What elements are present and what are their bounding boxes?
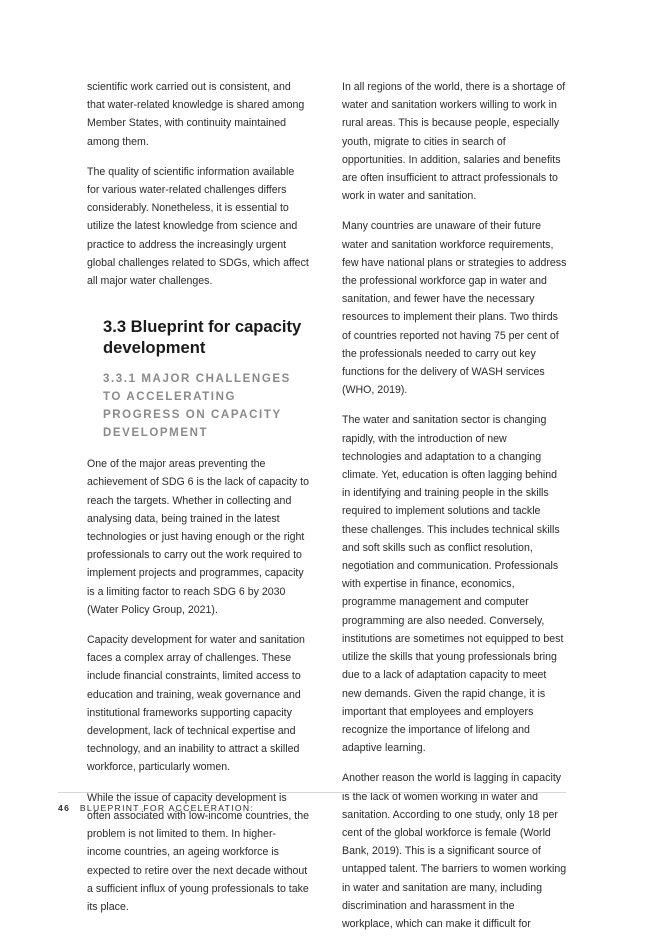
paragraph: scientific work carried out is consistent, and that water-related knowledge is shared among Member States, with continuity maintained among them. [87, 81, 305, 148]
paragraph: Capacity development for water and sanitation faces a complex array of challenges. These include financial constraints, limited access to education and training, weak governance and institutional frameworks supporting capacity development, lack of technical expertise and technology, and an inability to attract a skilled workforce, particularly women. [87, 634, 305, 774]
paragraph: One of the major areas preventing the achievement of SDG 6 is the lack of capacity to reach the targets. Whether in collecting and analysing data, being trained in the latest technologies or just having enough or the right professionals to carry out the work required to implement projects and programmes, capacity is a limiting factor to reach SDG 6 by 2030 (Water Policy Group, 2021). [87, 458, 309, 616]
paragraph: While the issue of capacity development is often associated with low-income countries, the problem is not limited to them. In higher-income countries, an ageing workforce is expected to retire over the next decade without a sufficient influx of young professionals to take its place. [87, 791, 309, 913]
paragraph: In all regions of the world, there is a shortage of water and sanitation workers willing to work in rural areas. This is because people, especially youth, migrate to cities in search of opportunities. In addition, salaries and benefits are often insufficient to attract professionals to work in water and sanitation. [342, 81, 566, 203]
right-column [342, 78, 567, 945]
page-number: 46 [58, 803, 71, 813]
paragraph: Many countries are unaware of their future water and sanitation workforce requirements, few have national plans or strategies to address the professional workforce gap in water and sanitation, and fewer have the necessary resources to implement their plans. Two thirds of countries reported not having 75 per cent of the professionals needed to carry out key functions for the delivery of WASH services (WHO, 2019). [342, 220, 567, 397]
running-title: BLUEPRINT FOR ACCELERATION: [79, 803, 255, 813]
footer-divider [58, 792, 566, 793]
paragraph: Another reason the world is lagging in capacity is the lack of women working in water and sanitation. According to one study, only 18 per cent of the global workforce is female (World Bank, 2019). This is a significant source of untapped talent. The barriers to women working in water and sanitation are many, including discrimination and harassment in the workplace, which can make it difficult for [342, 772, 567, 930]
left-column [87, 78, 309, 928]
paragraph: The water and sanitation sector is changing rapidly, with the introduction of new technologies and adaptation to a changing climate. Yet, education is often lagging behind in identifying and training people in the skills required to implement solutions and tackle these challenges. This includes technical skills and soft skills such as conflict resolution, negotiation and communication. Professionals with expertise in finance, economics, programme management and computer programming are also needed. Conversely, institutions are sometimes not equipped to best utilize the skills that young professionals bring due to a lack of adaptation capacity to meet new demands. Given the rapid change, it is important that employees and employers recognize the importance of lifelong and adaptive learning. [342, 414, 564, 755]
page-footer [58, 803, 254, 813]
section-heading: 3.3 Blueprint for capacity development [103, 317, 302, 358]
subsection-heading: 3.3.1 MAJOR CHALLENGES TO ACCELERATING PROGRESS ON CAPACITY DEVELOPMENT [103, 373, 291, 440]
paragraph: The quality of scientific information available for various water-related challenges differs considerably. Nonetheless, it is essential to utilize the latest knowledge from science and practice to address the increasingly urgent global challenges related to SDGs, which affect all major water challenges. [87, 165, 309, 288]
